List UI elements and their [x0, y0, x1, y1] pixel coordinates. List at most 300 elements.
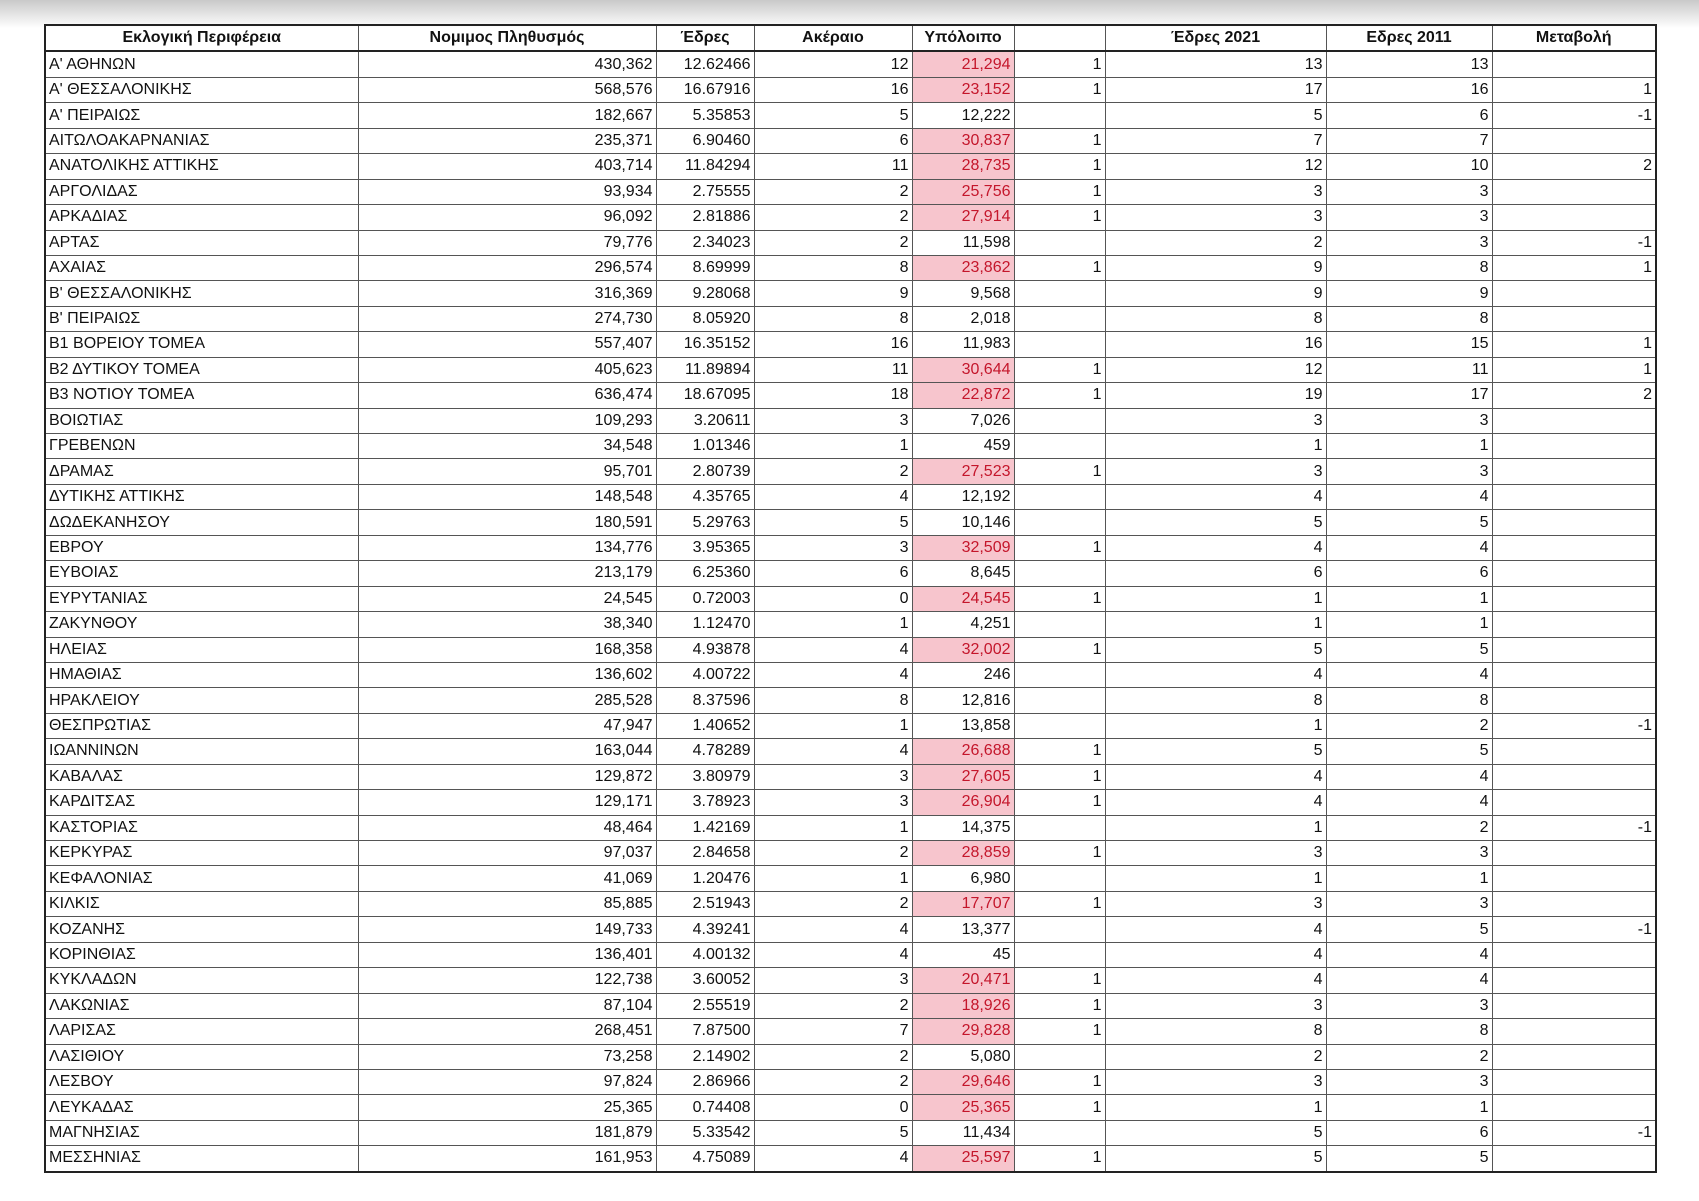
cell-seats-2021: 3 [1105, 179, 1326, 204]
cell-district: ΑΡΓΟΛΙΔΑΣ [45, 179, 358, 204]
table-row [45, 841, 1656, 866]
cell-seats: 5.33542 [656, 1120, 754, 1145]
cell-change [1492, 612, 1656, 637]
cell-district: Β2 ΔΥΤΙΚΟΥ ΤΟΜΕΑ [45, 357, 358, 382]
cell-population: 274,730 [358, 306, 656, 331]
cell-change: -1 [1492, 230, 1656, 255]
cell-district: Α' ΑΘΗΝΩΝ [45, 51, 358, 77]
cell-bonus: 1 [1014, 128, 1105, 153]
table-row [45, 230, 1656, 255]
cell-seats-2021: 1 [1105, 434, 1326, 459]
cell-seats: 5.35853 [656, 103, 754, 128]
cell-change [1492, 942, 1656, 967]
cell-bonus: 1 [1014, 205, 1105, 230]
cell-bonus: 1 [1014, 1095, 1105, 1120]
cell-seats-2011: 4 [1326, 790, 1492, 815]
cell-change [1492, 891, 1656, 916]
cell-population: 268,451 [358, 1019, 656, 1044]
cell-remainder: 26,904 [912, 790, 1014, 815]
cell-bonus: 1 [1014, 255, 1105, 280]
cell-change [1492, 739, 1656, 764]
cell-remainder: 29,828 [912, 1019, 1014, 1044]
cell-seats-2021: 16 [1105, 332, 1326, 357]
cell-seats-2011: 11 [1326, 357, 1492, 382]
cell-seats: 1.20476 [656, 866, 754, 891]
cell-population: 557,407 [358, 332, 656, 357]
cell-integer: 3 [754, 535, 912, 560]
cell-change [1492, 1044, 1656, 1069]
header-change: Μεταβολή [1492, 25, 1656, 51]
cell-seats-2021: 2 [1105, 1044, 1326, 1069]
cell-integer: 4 [754, 662, 912, 687]
table-row [45, 332, 1656, 357]
cell-seats: 4.93878 [656, 637, 754, 662]
cell-district: ΚΑΣΤΟΡΙΑΣ [45, 815, 358, 840]
cell-seats-2021: 4 [1105, 662, 1326, 687]
cell-change: -1 [1492, 917, 1656, 942]
cell-integer: 4 [754, 942, 912, 967]
table-row [45, 968, 1656, 993]
cell-seats-2021: 3 [1105, 408, 1326, 433]
cell-district: ΔΩΔΕΚΑΝΗΣΟΥ [45, 510, 358, 535]
cell-bonus [1014, 815, 1105, 840]
cell-remainder: 12,222 [912, 103, 1014, 128]
cell-change [1492, 968, 1656, 993]
header-row [45, 25, 1656, 51]
cell-change [1492, 688, 1656, 713]
cell-change [1492, 561, 1656, 586]
cell-integer: 2 [754, 993, 912, 1018]
cell-population: 136,602 [358, 662, 656, 687]
cell-seats-2011: 15 [1326, 332, 1492, 357]
header-remainder: Υπόλοιπο [912, 25, 1014, 51]
cell-remainder: 30,837 [912, 128, 1014, 153]
cell-population: 403,714 [358, 154, 656, 179]
cell-seats-2011: 4 [1326, 968, 1492, 993]
cell-seats-2011: 8 [1326, 688, 1492, 713]
cell-remainder: 27,605 [912, 764, 1014, 789]
cell-bonus [1014, 434, 1105, 459]
cell-remainder: 32,002 [912, 637, 1014, 662]
cell-change [1492, 484, 1656, 509]
header-seats-2011: Εδρες 2011 [1326, 25, 1492, 51]
cell-population: 136,401 [358, 942, 656, 967]
table-row [45, 790, 1656, 815]
cell-seats-2011: 9 [1326, 281, 1492, 306]
cell-seats-2021: 4 [1105, 917, 1326, 942]
cell-seats-2011: 3 [1326, 841, 1492, 866]
cell-change: 1 [1492, 255, 1656, 280]
cell-bonus [1014, 332, 1105, 357]
cell-remainder: 28,859 [912, 841, 1014, 866]
cell-seats-2021: 17 [1105, 77, 1326, 102]
cell-remainder: 28,735 [912, 154, 1014, 179]
cell-seats: 4.00722 [656, 662, 754, 687]
cell-seats-2021: 3 [1105, 841, 1326, 866]
cell-change [1492, 1146, 1656, 1172]
cell-district: Β3 ΝΟΤΙΟΥ ΤΟΜΕΑ [45, 383, 358, 408]
table-row [45, 1120, 1656, 1145]
cell-remainder: 11,598 [912, 230, 1014, 255]
cell-seats-2011: 1 [1326, 612, 1492, 637]
cell-seats-2011: 3 [1326, 891, 1492, 916]
cell-change [1492, 408, 1656, 433]
cell-change: -1 [1492, 815, 1656, 840]
cell-population: 96,092 [358, 205, 656, 230]
cell-district: ΕΒΡΟΥ [45, 535, 358, 560]
cell-remainder: 14,375 [912, 815, 1014, 840]
cell-change: 1 [1492, 357, 1656, 382]
cell-bonus [1014, 510, 1105, 535]
cell-seats-2021: 7 [1105, 128, 1326, 153]
cell-seats-2011: 2 [1326, 1044, 1492, 1069]
cell-seats-2021: 4 [1105, 790, 1326, 815]
cell-integer: 1 [754, 612, 912, 637]
cell-seats-2011: 4 [1326, 484, 1492, 509]
table-row [45, 993, 1656, 1018]
table-row [45, 815, 1656, 840]
cell-change: -1 [1492, 1120, 1656, 1145]
cell-bonus: 1 [1014, 790, 1105, 815]
cell-seats-2021: 13 [1105, 51, 1326, 77]
table-row [45, 1019, 1656, 1044]
header-bonus [1014, 25, 1105, 51]
table-row [45, 561, 1656, 586]
cell-change: 1 [1492, 77, 1656, 102]
cell-population: 181,879 [358, 1120, 656, 1145]
cell-integer: 1 [754, 866, 912, 891]
cell-district: ΚΕΡΚΥΡΑΣ [45, 841, 358, 866]
cell-seats-2021: 2 [1105, 230, 1326, 255]
cell-bonus: 1 [1014, 993, 1105, 1018]
cell-bonus: 1 [1014, 1019, 1105, 1044]
cell-seats: 2.84658 [656, 841, 754, 866]
cell-population: 47,947 [358, 713, 656, 738]
cell-district: ΑΡΚΑΔΙΑΣ [45, 205, 358, 230]
cell-seats-2011: 10 [1326, 154, 1492, 179]
cell-seats-2011: 13 [1326, 51, 1492, 77]
cell-population: 316,369 [358, 281, 656, 306]
cell-seats: 6.90460 [656, 128, 754, 153]
cell-bonus [1014, 561, 1105, 586]
cell-seats-2011: 6 [1326, 561, 1492, 586]
cell-integer: 5 [754, 1120, 912, 1145]
cell-bonus: 1 [1014, 535, 1105, 560]
table-row [45, 357, 1656, 382]
cell-change [1492, 586, 1656, 611]
cell-seats-2021: 8 [1105, 306, 1326, 331]
cell-integer: 3 [754, 790, 912, 815]
cell-change [1492, 841, 1656, 866]
table-row [45, 306, 1656, 331]
cell-integer: 7 [754, 1019, 912, 1044]
table-row [45, 662, 1656, 687]
cell-seats-2011: 5 [1326, 1146, 1492, 1172]
cell-bonus: 1 [1014, 586, 1105, 611]
cell-population: 129,872 [358, 764, 656, 789]
cell-seats-2021: 3 [1105, 459, 1326, 484]
cell-seats-2011: 4 [1326, 942, 1492, 967]
cell-remainder: 26,688 [912, 739, 1014, 764]
header-seats-2021: Έδρες 2021 [1105, 25, 1326, 51]
cell-population: 41,069 [358, 866, 656, 891]
cell-seats-2021: 1 [1105, 866, 1326, 891]
cell-integer: 1 [754, 434, 912, 459]
cell-seats: 0.74408 [656, 1095, 754, 1120]
cell-population: 34,548 [358, 434, 656, 459]
cell-change [1492, 306, 1656, 331]
cell-population: 97,824 [358, 1069, 656, 1094]
table-row [45, 281, 1656, 306]
cell-seats-2021: 1 [1105, 713, 1326, 738]
table-row [45, 535, 1656, 560]
cell-population: 168,358 [358, 637, 656, 662]
cell-change [1492, 637, 1656, 662]
cell-remainder: 23,152 [912, 77, 1014, 102]
table-row [45, 739, 1656, 764]
cell-bonus: 1 [1014, 383, 1105, 408]
cell-seats-2011: 4 [1326, 662, 1492, 687]
cell-change: -1 [1492, 713, 1656, 738]
cell-bonus [1014, 942, 1105, 967]
cell-seats-2021: 4 [1105, 535, 1326, 560]
cell-change [1492, 866, 1656, 891]
cell-seats-2011: 3 [1326, 179, 1492, 204]
cell-seats-2011: 7 [1326, 128, 1492, 153]
cell-seats-2011: 5 [1326, 510, 1492, 535]
cell-integer: 2 [754, 179, 912, 204]
cell-seats-2011: 3 [1326, 230, 1492, 255]
cell-remainder: 27,523 [912, 459, 1014, 484]
cell-change: 2 [1492, 154, 1656, 179]
cell-seats: 3.80979 [656, 764, 754, 789]
cell-bonus [1014, 713, 1105, 738]
cell-seats: 16.35152 [656, 332, 754, 357]
cell-seats: 1.42169 [656, 815, 754, 840]
cell-population: 95,701 [358, 459, 656, 484]
cell-district: ΛΑΣΙΘΙΟΥ [45, 1044, 358, 1069]
cell-change [1492, 790, 1656, 815]
table-row [45, 179, 1656, 204]
table-body [45, 51, 1656, 1171]
cell-district: ΕΥΒΟΙΑΣ [45, 561, 358, 586]
cell-seats-2021: 4 [1105, 764, 1326, 789]
cell-integer: 3 [754, 764, 912, 789]
cell-population: 148,548 [358, 484, 656, 509]
cell-population: 129,171 [358, 790, 656, 815]
cell-change [1492, 205, 1656, 230]
header-integer: Ακέραιο [754, 25, 912, 51]
cell-population: 149,733 [358, 917, 656, 942]
cell-seats-2021: 3 [1105, 1069, 1326, 1094]
cell-bonus: 1 [1014, 637, 1105, 662]
cell-change [1492, 993, 1656, 1018]
cell-seats-2011: 6 [1326, 1120, 1492, 1145]
cell-remainder: 20,471 [912, 968, 1014, 993]
cell-seats-2011: 3 [1326, 408, 1492, 433]
cell-population: 182,667 [358, 103, 656, 128]
table-row [45, 1146, 1656, 1172]
cell-bonus: 1 [1014, 891, 1105, 916]
cell-integer: 8 [754, 306, 912, 331]
cell-seats-2021: 3 [1105, 993, 1326, 1018]
cell-remainder: 2,018 [912, 306, 1014, 331]
cell-bonus [1014, 230, 1105, 255]
cell-remainder: 9,568 [912, 281, 1014, 306]
table-row [45, 103, 1656, 128]
cell-district: ΑΡΤΑΣ [45, 230, 358, 255]
cell-seats: 2.51943 [656, 891, 754, 916]
cell-change [1492, 510, 1656, 535]
table-row [45, 1044, 1656, 1069]
cell-population: 25,365 [358, 1095, 656, 1120]
cell-seats: 8.69999 [656, 255, 754, 280]
cell-integer: 2 [754, 1044, 912, 1069]
cell-district: Α' ΠΕΙΡΑΙΩΣ [45, 103, 358, 128]
cell-integer: 1 [754, 713, 912, 738]
cell-district: ΚΑΒΑΛΑΣ [45, 764, 358, 789]
cell-integer: 9 [754, 281, 912, 306]
cell-population: 122,738 [358, 968, 656, 993]
cell-population: 161,953 [358, 1146, 656, 1172]
cell-seats-2021: 4 [1105, 968, 1326, 993]
cell-population: 93,934 [358, 179, 656, 204]
cell-remainder: 12,816 [912, 688, 1014, 713]
cell-seats-2021: 3 [1105, 891, 1326, 916]
cell-integer: 16 [754, 332, 912, 357]
cell-change [1492, 1095, 1656, 1120]
cell-bonus: 1 [1014, 51, 1105, 77]
cell-remainder: 24,545 [912, 586, 1014, 611]
cell-change [1492, 1019, 1656, 1044]
cell-bonus: 1 [1014, 841, 1105, 866]
cell-integer: 4 [754, 917, 912, 942]
cell-bonus: 1 [1014, 739, 1105, 764]
cell-remainder: 30,644 [912, 357, 1014, 382]
cell-remainder: 18,926 [912, 993, 1014, 1018]
cell-bonus: 1 [1014, 1146, 1105, 1172]
cell-integer: 6 [754, 561, 912, 586]
cell-district: ΚΕΦΑΛΟΝΙΑΣ [45, 866, 358, 891]
cell-seats-2021: 5 [1105, 637, 1326, 662]
cell-population: 97,037 [358, 841, 656, 866]
cell-remainder: 5,080 [912, 1044, 1014, 1069]
table-row [45, 205, 1656, 230]
cell-district: ΓΡΕΒΕΝΩΝ [45, 434, 358, 459]
cell-seats: 12.62466 [656, 51, 754, 77]
cell-integer: 11 [754, 154, 912, 179]
cell-district: ΗΡΑΚΛΕΙΟΥ [45, 688, 358, 713]
table-row [45, 128, 1656, 153]
table-row [45, 434, 1656, 459]
cell-seats-2011: 3 [1326, 205, 1492, 230]
header-district: Εκλογική Περιφέρεια [45, 25, 358, 51]
cell-population: 109,293 [358, 408, 656, 433]
table-row [45, 917, 1656, 942]
cell-change [1492, 51, 1656, 77]
cell-seats: 6.25360 [656, 561, 754, 586]
table-row [45, 866, 1656, 891]
cell-population: 235,371 [358, 128, 656, 153]
cell-integer: 2 [754, 891, 912, 916]
cell-integer: 4 [754, 739, 912, 764]
cell-bonus [1014, 281, 1105, 306]
cell-seats-2011: 1 [1326, 586, 1492, 611]
cell-bonus: 1 [1014, 357, 1105, 382]
cell-change [1492, 764, 1656, 789]
cell-district: ΚΟΡΙΝΘΙΑΣ [45, 942, 358, 967]
cell-remainder: 23,862 [912, 255, 1014, 280]
cell-population: 213,179 [358, 561, 656, 586]
cell-seats: 1.40652 [656, 713, 754, 738]
cell-population: 568,576 [358, 77, 656, 102]
cell-district: Β' ΘΕΣΣΑΛΟΝΙΚΗΣ [45, 281, 358, 306]
cell-integer: 0 [754, 1095, 912, 1120]
cell-seats: 4.39241 [656, 917, 754, 942]
cell-seats-2021: 9 [1105, 255, 1326, 280]
cell-integer: 2 [754, 459, 912, 484]
table-row [45, 942, 1656, 967]
cell-district: ΘΕΣΠΡΩΤΙΑΣ [45, 713, 358, 738]
cell-district: ΙΩΑΝΝΙΝΩΝ [45, 739, 358, 764]
cell-seats: 4.78289 [656, 739, 754, 764]
cell-integer: 5 [754, 510, 912, 535]
cell-district: ΗΛΕΙΑΣ [45, 637, 358, 662]
cell-seats-2021: 12 [1105, 154, 1326, 179]
cell-seats: 3.95365 [656, 535, 754, 560]
cell-change [1492, 281, 1656, 306]
cell-remainder: 6,980 [912, 866, 1014, 891]
cell-change [1492, 179, 1656, 204]
cell-remainder: 22,872 [912, 383, 1014, 408]
table-row [45, 255, 1656, 280]
cell-population: 24,545 [358, 586, 656, 611]
cell-seats-2021: 5 [1105, 1146, 1326, 1172]
cell-district: Α' ΘΕΣΣΑΛΟΝΙΚΗΣ [45, 77, 358, 102]
cell-district: ΑΝΑΤΟΛΙΚΗΣ ΑΤΤΙΚΗΣ [45, 154, 358, 179]
cell-district: Β' ΠΕΙΡΑΙΩΣ [45, 306, 358, 331]
table-row [45, 77, 1656, 102]
cell-bonus: 1 [1014, 459, 1105, 484]
cell-seats: 4.35765 [656, 484, 754, 509]
cell-integer: 0 [754, 586, 912, 611]
cell-integer: 3 [754, 408, 912, 433]
cell-bonus [1014, 103, 1105, 128]
cell-district: ΖΑΚΥΝΘΟΥ [45, 612, 358, 637]
cell-district: ΕΥΡΥΤΑΝΙΑΣ [45, 586, 358, 611]
cell-remainder: 10,146 [912, 510, 1014, 535]
cell-integer: 2 [754, 841, 912, 866]
cell-integer: 2 [754, 205, 912, 230]
cell-district: ΔΥΤΙΚΗΣ ΑΤΤΙΚΗΣ [45, 484, 358, 509]
cell-remainder: 11,983 [912, 332, 1014, 357]
table-row [45, 459, 1656, 484]
cell-seats-2011: 5 [1326, 739, 1492, 764]
header-seats: Έδρες [656, 25, 754, 51]
cell-district: ΚΙΛΚΙΣ [45, 891, 358, 916]
header-population: Νομιμος Πληθυσμός [358, 25, 656, 51]
cell-integer: 8 [754, 255, 912, 280]
cell-district: ΚΥΚΛΑΔΩΝ [45, 968, 358, 993]
cell-seats-2021: 8 [1105, 688, 1326, 713]
cell-seats-2021: 12 [1105, 357, 1326, 382]
cell-seats: 9.28068 [656, 281, 754, 306]
cell-seats: 2.55519 [656, 993, 754, 1018]
table-row [45, 612, 1656, 637]
table-row [45, 637, 1656, 662]
cell-district: ΛΕΥΚΑΔΑΣ [45, 1095, 358, 1120]
cell-seats: 4.75089 [656, 1146, 754, 1172]
